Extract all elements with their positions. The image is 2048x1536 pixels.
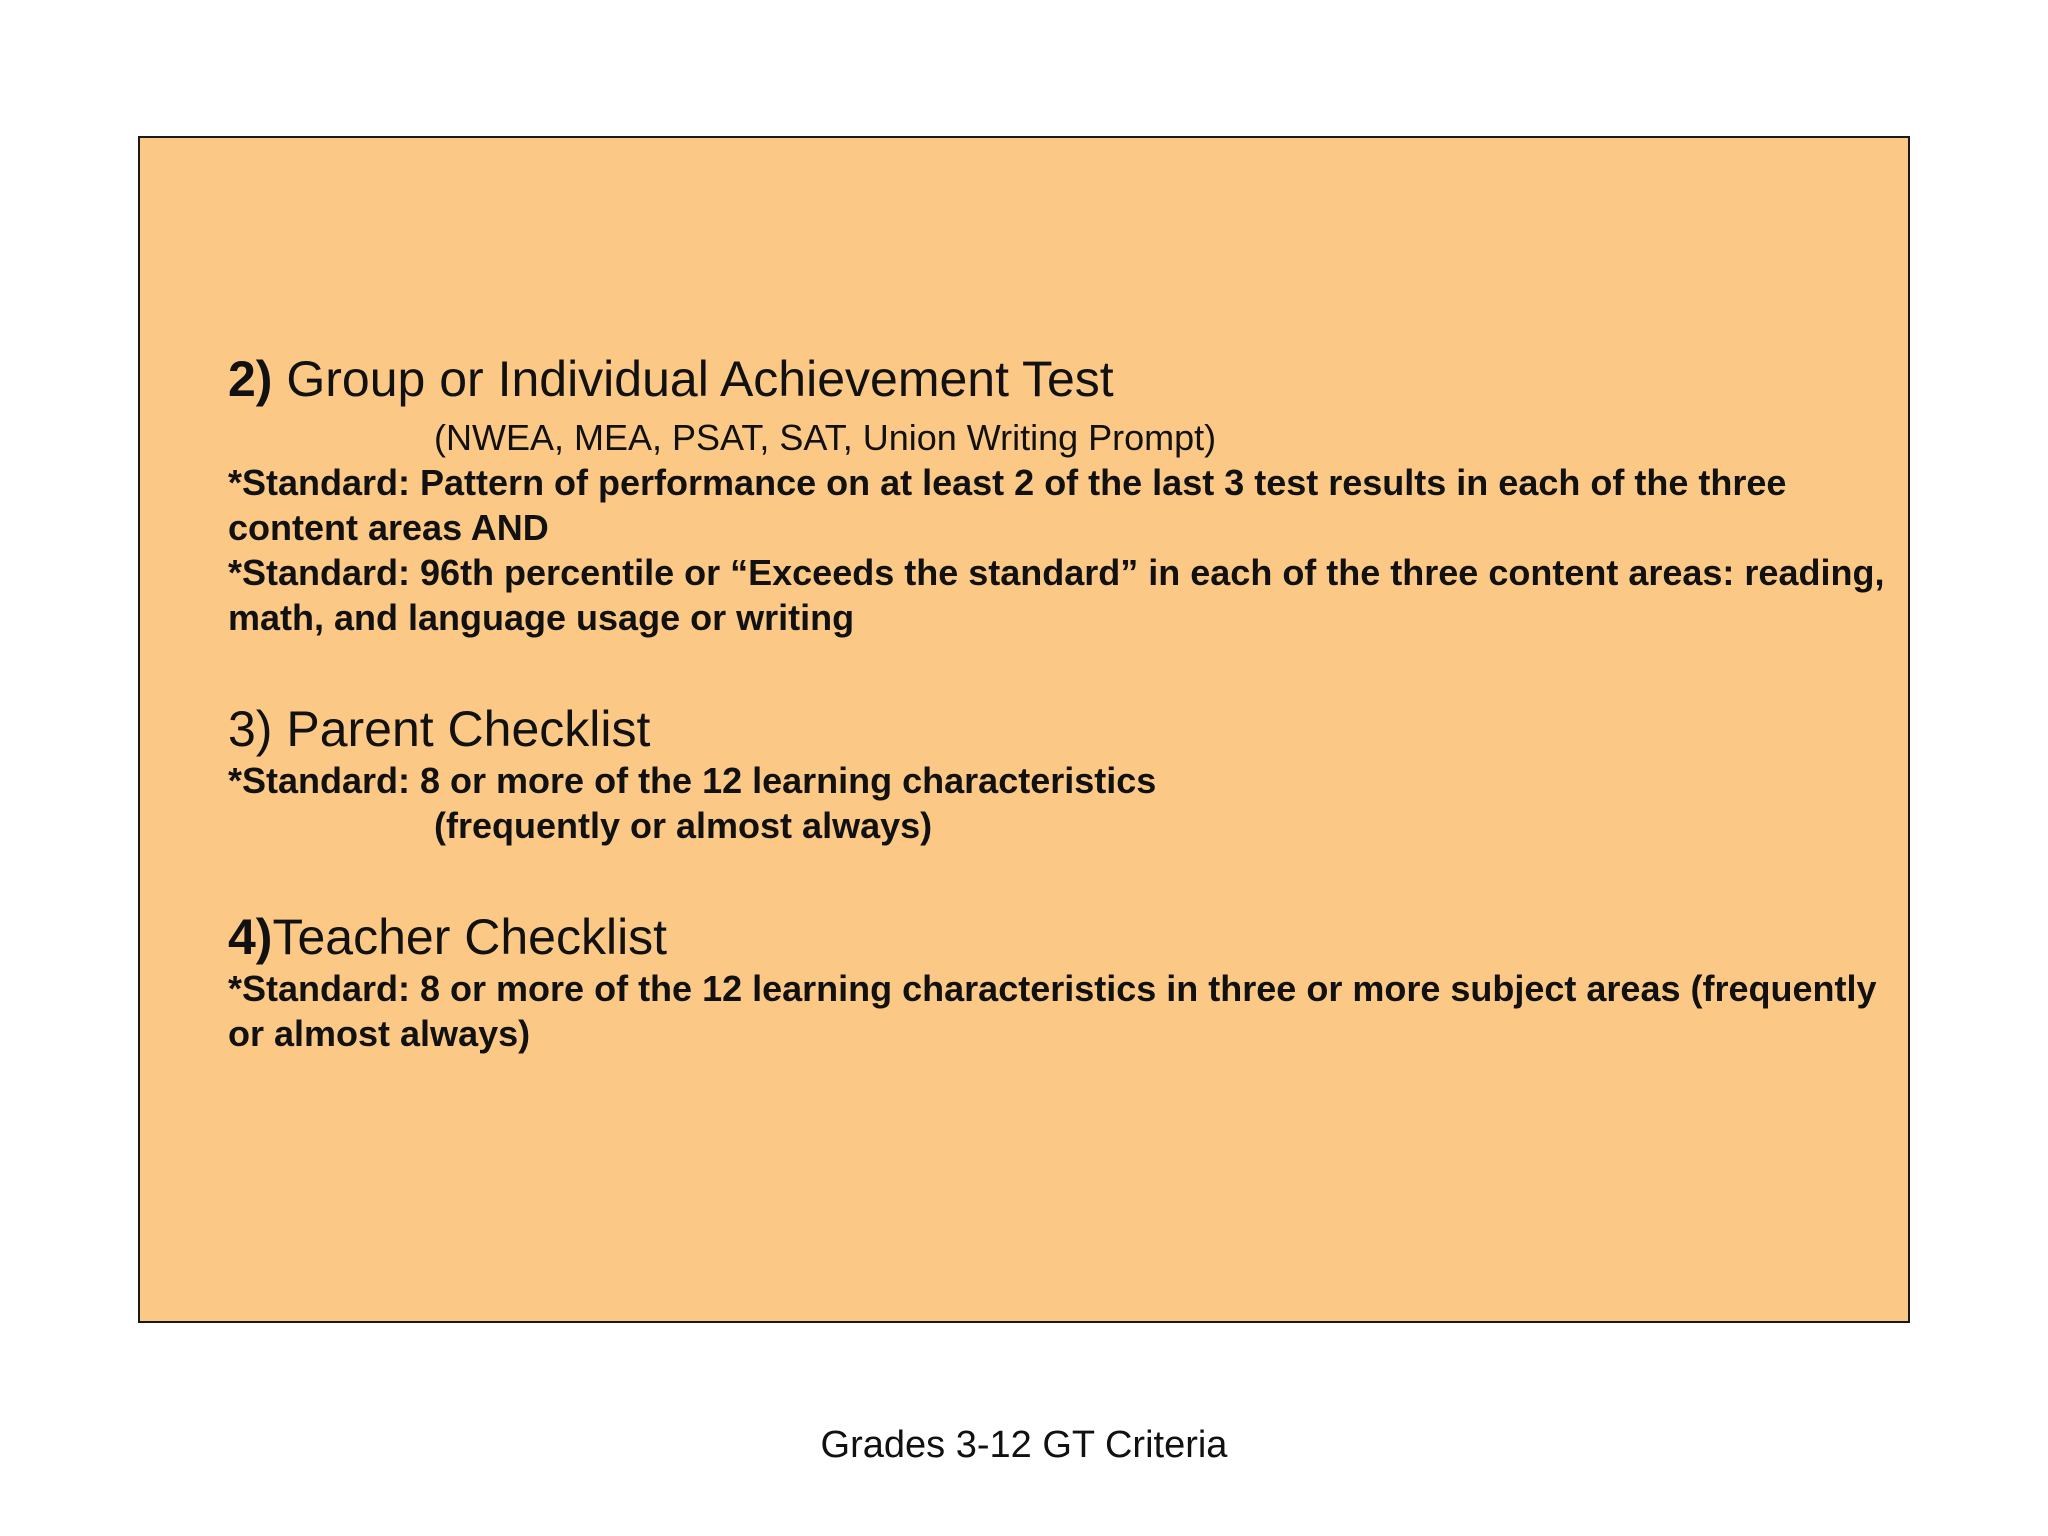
teacher-checklist-heading: [228, 908, 1888, 966]
achievement-test-number: 2): [228, 351, 273, 407]
teacher-checklist-section: [228, 908, 1888, 1056]
parent-checklist-note: (frequently or almost always): [434, 805, 933, 846]
criteria-panel: [138, 136, 1910, 1323]
achievement-test-section: [228, 350, 1888, 640]
footer-caption: Grades 3-12 GT Criteria: [820, 1424, 1228, 1466]
achievement-standard-1: *Standard: Pattern of performance on at least 2 of the last 3 test results in each of the three content areas AND: [228, 462, 1787, 548]
teacher-checklist-title: Teacher Checklist: [272, 909, 668, 965]
teacher-checklist-standard: *Standard: 8 or more of the 12 learning characteristics in three or more subject areas (frequently or almost always): [228, 968, 1877, 1054]
achievement-test-heading: [228, 350, 1888, 408]
teacher-checklist-number: 4): [228, 909, 273, 965]
achievement-standard-2: *Standard: 96th percentile or “Exceeds the standard” in each of the three content areas: reading, math, and language usage or writing: [228, 552, 1885, 638]
achievement-test-title: Group or Individual Achievement Test: [272, 351, 1114, 407]
parent-checklist-heading: 3) Parent Checklist: [228, 701, 651, 757]
parent-checklist-section: [228, 700, 1888, 848]
criteria-content: [228, 350, 1888, 1056]
achievement-test-list: (NWEA, MEA, PSAT, SAT, Union Writing Prompt): [434, 417, 1217, 458]
parent-checklist-standard: *Standard: 8 or more of the 12 learning characteristics: [228, 760, 1157, 801]
